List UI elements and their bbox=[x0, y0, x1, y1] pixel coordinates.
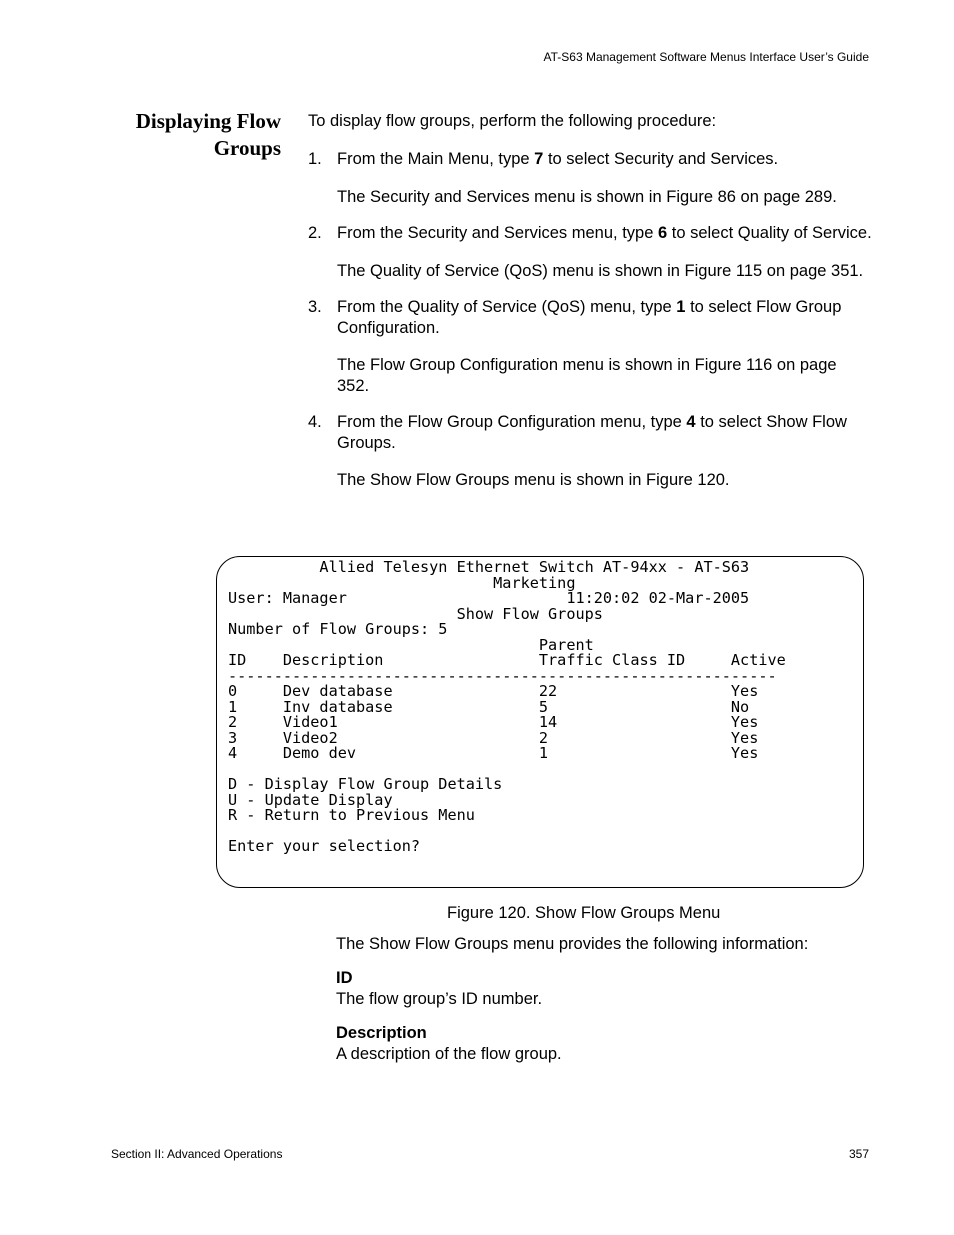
step-number: 4. bbox=[308, 413, 322, 431]
page-number: 357 bbox=[848, 1147, 869, 1161]
screen-line: 1 Inv database 5 No bbox=[228, 697, 750, 716]
section-title-line1: Displaying Flow bbox=[135, 109, 281, 133]
term-definition: The flow group’s ID number. bbox=[336, 989, 543, 1008]
terminal-screen-figure bbox=[216, 556, 864, 888]
section-title bbox=[100, 108, 281, 162]
step-result: The Flow Group Configuration menu is shown in Figure 116 on page 352. bbox=[337, 356, 837, 395]
terminal-text bbox=[228, 560, 786, 855]
figure-caption: Figure 120. Show Flow Groups Menu bbox=[447, 904, 721, 922]
summary-text: The Show Flow Groups menu provides the following information: bbox=[336, 935, 809, 953]
screen-line: Number of Flow Groups: 5 bbox=[228, 620, 448, 638]
screen-line: ID Description Traffic Class ID Active bbox=[228, 651, 786, 669]
screen-line: Enter your selection? bbox=[228, 837, 421, 855]
running-header: AT-S63 Management Software Menus Interface User’s Guide bbox=[543, 50, 869, 64]
definition-description bbox=[336, 1023, 562, 1064]
step-result: The Security and Services menu is shown in Figure 86 on page 289. bbox=[337, 187, 837, 206]
screen-line: ------------------------------------------------------------ bbox=[228, 666, 777, 685]
step-key: 4 bbox=[686, 413, 696, 431]
screen-line: Allied Telesyn Ethernet Switch AT-94xx - AT-S63 bbox=[228, 558, 750, 576]
step-key: 6 bbox=[657, 224, 668, 242]
step-number: 3. bbox=[308, 298, 322, 316]
screen-line: R - Return to Previous Menu bbox=[228, 806, 475, 824]
step-2 bbox=[308, 223, 873, 281]
step-3 bbox=[308, 297, 873, 396]
step-result: The Show Flow Groups menu is shown in Figure 120. bbox=[337, 471, 730, 489]
screen-line: 0 Dev database 22 Yes bbox=[228, 682, 759, 700]
term-heading: Description bbox=[336, 1024, 427, 1042]
screen-line: D - Display Flow Group Details bbox=[228, 775, 503, 793]
step-4 bbox=[308, 412, 873, 491]
screen-line: Marketing bbox=[228, 573, 576, 592]
step-number: 1. bbox=[308, 150, 322, 168]
step-number: 2. bbox=[308, 224, 322, 242]
definition-id bbox=[336, 968, 542, 1009]
intro-text: To display flow groups, perform the following procedure: bbox=[308, 112, 717, 130]
screen-line: 4 Demo dev 1 Yes bbox=[228, 744, 759, 762]
screen-line: Show Flow Groups bbox=[228, 604, 603, 623]
term-heading: ID bbox=[336, 969, 353, 987]
screen-line: U - Update Display bbox=[228, 790, 393, 809]
step-result: The Quality of Service (QoS) menu is shown in Figure 115 on page 351. bbox=[337, 261, 864, 280]
step-key: 1 bbox=[676, 298, 686, 316]
section-title-line2: Groups bbox=[213, 136, 281, 160]
step-instruction: From the Flow Group Configuration menu, type 4 to select Show Flow Groups. bbox=[337, 413, 847, 452]
term-definition: A description of the flow group. bbox=[336, 1044, 562, 1063]
screen-line: 3 Video2 2 Yes bbox=[228, 728, 759, 747]
step-instruction: From the Quality of Service (QoS) menu, type 1 to select Flow Group Configuration. bbox=[337, 298, 842, 337]
step-key: 7 bbox=[534, 150, 544, 168]
screen-line: Parent bbox=[228, 635, 594, 654]
footer-section: Section II: Advanced Operations bbox=[111, 1147, 283, 1161]
step-instruction: From the Security and Services menu, type 6 to select Quality of Service. bbox=[337, 224, 872, 242]
step-instruction: From the Main Menu, type 7 to select Security and Services. bbox=[337, 150, 779, 168]
screen-line: 2 Video1 14 Yes bbox=[228, 713, 759, 731]
step-1 bbox=[308, 149, 873, 207]
procedure-steps bbox=[308, 149, 873, 507]
screen-line: User: Manager 11:20:02 02-Mar-2005 bbox=[228, 589, 750, 607]
